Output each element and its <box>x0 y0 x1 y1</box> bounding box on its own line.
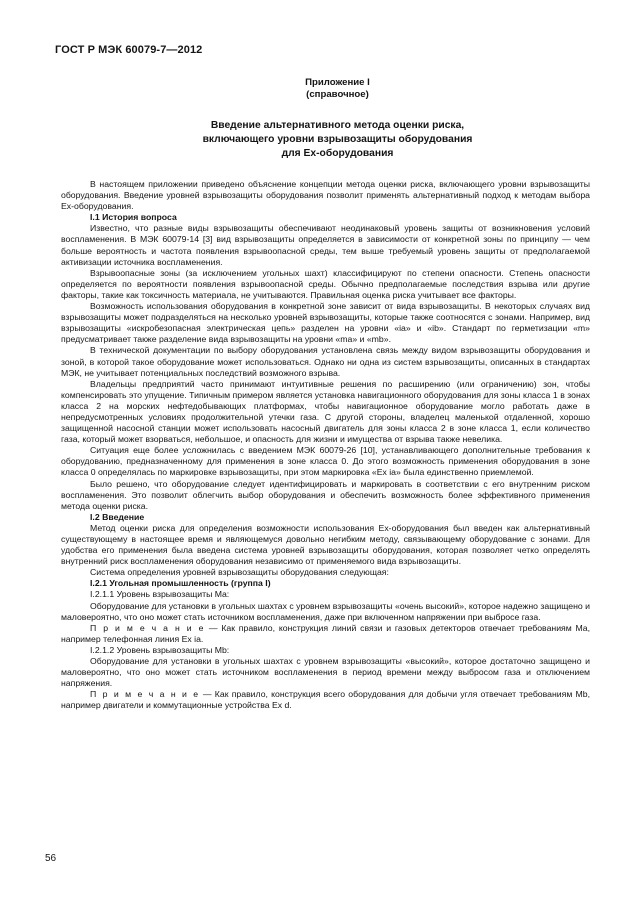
intro-paragraph: В настоящем приложении приведено объяснение концепции метода оценки риска, включающего уровни взрывозащиты оборудования. Введение уровней взрывозащиты оборудования позволит применять альтернативный подход к методам выбора Ex-оборудования. <box>61 179 590 212</box>
title-line: Введение альтернативного метода оценки риска, <box>210 120 465 131</box>
title-line: для Ex-оборудования <box>281 148 394 159</box>
note-text: — Как правило, конструкция всего оборудования для добычи угля отвечает требованиям Mb, например двигатели и коммутационные устройства Ex d. <box>61 689 590 711</box>
paragraph: Метод оценки риска для определения возможности использования Ex-оборудования был введен как альтернативный существующему в настоящее время и являющемуся довольно негибким методу, связывающему оборудование с зонами. Для удобства его применения была введена система уровней взрывозащиты оборудования, которая позволяет четко определять внутренний риск воспламенения оборудования независимо от применяемого вида взрывозащиты. <box>61 522 590 567</box>
note-ma <box>61 623 590 645</box>
note-label: П р и м е ч а н и е <box>90 622 206 633</box>
annex-note: (справочное) <box>306 89 369 100</box>
section-heading-i21: I.2.1 Угольная промышленность (группа I) <box>90 578 271 589</box>
paragraph: Было решено, что оборудование следует идентифицировать и маркировать в соответствии с его внутренним риском воспламенения. Это позволит облегчить выбор оборудования и обеспечить возможность более эффективного применения метода оценки риска. <box>61 478 590 511</box>
annex-title: Приложение I <box>305 77 370 88</box>
paragraph: Система определения уровней взрывозащиты оборудования следующая: <box>90 567 389 578</box>
note-mb <box>61 689 590 711</box>
paragraph: Взрывоопасные зоны (за исключением угольных шахт) классифицируют по степени опасности. Степень опасности определяется по вероятности появления взрывоопасной среды. Обычно предполагаемые последствия взрыва или другие факторы, такие как токсичность материала, не учитываются. Правильная оценка риска учитывает все факторы. <box>61 267 590 300</box>
note-text: — Как правило, конструкция линий связи и газовых детекторов отвечает требованиям Ma, например телефонная линия Ex ia. <box>61 622 590 644</box>
subsection-title-ma: I.2.1.1 Уровень взрывозащиты Ma: <box>90 589 230 600</box>
standard-header: ГОСТ Р МЭК 60079-7—2012 <box>55 44 203 56</box>
paragraph: Владельцы предприятий часто принимают интуитивные решения по расширению (или ограничению) зон, чтобы компенсировать это упущение. Типичным примером является установка навигационного оборудования для зоны класса 1 в зонах класса 2 на морских нефтедобывающих платформах, чтобы навигационное оборудование могло работать даже в непредусмотренных условиях продолжительной утечки газа. С другой стороны, владелец маленькой отдаленной, хорошо защищенной насосной станции может использовать насосный двигатель для зоны класса 2 в зоне класса 1, если количество газа, который может взорваться, небольшое, и опасность для жизни и имущества от взрыва также невелика. <box>61 378 590 445</box>
body-text <box>61 179 590 712</box>
paragraph: В технической документации по выбору оборудования установлена связь между видом взрывозащиты оборудования и зоной, в которой такое оборудование может использоваться. Однако ни одна из систем взрывозащиты, описанных в стандартах МЭК, не учитывает потенциальных последствий возможного взрыва. <box>61 345 590 378</box>
section-heading-i1: I.1 История вопроса <box>90 212 177 223</box>
subsection-title-mb: I.2.1.2 Уровень взрывозащиты Mb: <box>90 644 230 655</box>
annex-heading <box>85 119 590 161</box>
paragraph: Известно, что разные виды взрывозащиты обеспечивают неодинаковый уровень защиты от возникновения условий воспламенения. В МЭК 60079-14 [3] вид взрывозащиты определяется в зависимости от конкретной зоны по принципу — чем больше вероятность и частота появления взрывоопасной среды, тем выше требуемый уровень защиты от предполагаемой активизации источника воспламенения. <box>61 223 590 267</box>
paragraph: Оборудование для установки в угольных шахтах с уровнем взрывозащиты «очень высокий», которое надежно защищено и маловероятно, что оно может стать источником воспламенения, даже при включенном напряжении при выбросе газа. <box>61 600 590 622</box>
paragraph: Ситуация еще более усложнилась с введением МЭК 60079-26 [10], устанавливающего дополнительные требования к оборудованию, предназначенному для применения в зоне класса 0. До этого возможность применения оборудования в зоне класса 0 определялась по маркировке взрывозащиты, при этом маркировка «Ex ia» была единственно приемлемой. <box>61 445 590 478</box>
annex-label <box>85 77 590 101</box>
paragraph: Оборудование для установки в угольных шахтах с уровнем взрывозащиты «высокий», которое достаточно защищено и маловероятно, что оно может стать источником воспламенения в период времени между выбросом газа и отключением напряжения. <box>61 656 590 689</box>
note-label: П р и м е ч а н и е <box>90 689 200 700</box>
section-heading-i2: I.2 Введение <box>90 511 145 522</box>
title-line: включающего уровни взрывозащиты оборудования <box>202 134 473 145</box>
page-number: 56 <box>45 853 57 864</box>
paragraph: Возможность использования оборудования в конкретной зоне зависит от вида взрывозащиты. В некоторых случаях вид взрывозащиты может подразделяться на несколько уровней взрывозащиты, которые также соотносятся с зонами. Например, вид взрывозащиты «искробезопасная электрическая цепь» разделен на уровни «ia» и «ib». Стандарт по герметизации «m» предусматривает также разделение вида взрывозащиты на уровни «ma» и «mb». <box>61 301 590 345</box>
